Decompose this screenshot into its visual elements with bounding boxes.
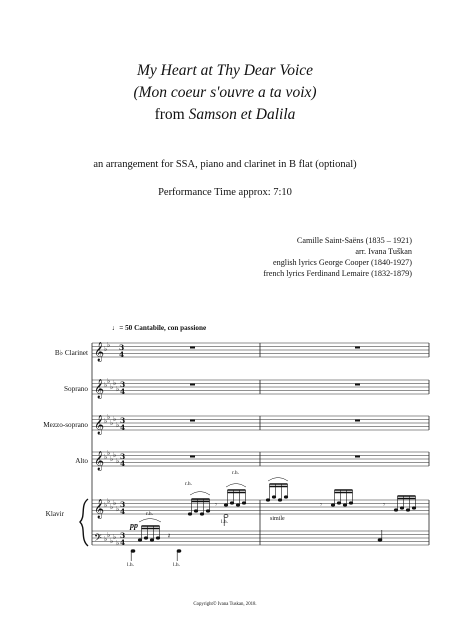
key-signatures [104, 341, 119, 547]
svg-text:♭: ♭ [110, 419, 114, 427]
title-line-3: from Samson et Dalila [154, 106, 296, 123]
credit-french-lyrics: french lyrics Ferdinand Lemaire (1832-1879) [263, 269, 412, 278]
piano-brace [80, 499, 88, 546]
copyright-notice: Copyright© Ivana Tuskan, 2018. [193, 602, 257, 607]
treble-clef-icon: 𝄞 [94, 342, 105, 362]
svg-text:♭: ♭ [104, 345, 108, 353]
treble-clef-icon: 𝄞 [94, 379, 105, 399]
whole-rests [190, 347, 360, 458]
svg-text:3: 3 [120, 380, 126, 389]
clefs [94, 342, 104, 546]
svg-text:♭: ♭ [116, 421, 120, 429]
svg-text:3: 3 [120, 500, 126, 509]
svg-text:3: 3 [120, 452, 126, 461]
svg-text:♭: ♭ [116, 457, 120, 465]
svg-text:♭: ♭ [110, 383, 114, 391]
svg-text:♭: ♭ [110, 455, 114, 463]
staff-piano-lh [92, 531, 429, 545]
svg-text:♭: ♭ [104, 535, 108, 543]
piano-lh-notes [131, 519, 382, 562]
dynamic-marking: pp [130, 521, 138, 530]
staff-soprano [92, 380, 429, 394]
hand-mark-lh-1: l.h. [221, 519, 229, 525]
svg-text:♭: ♭ [113, 451, 117, 459]
performance-time: Performance Time approx: 7:10 [158, 187, 292, 198]
hand-mark-rh-2: r.h. [232, 470, 240, 476]
rh-group-3 [266, 484, 288, 501]
hand-mark-rh-3: r.h. [146, 511, 154, 517]
credit-english-lyrics: english lyrics George Cooper (1840-1927) [272, 258, 412, 267]
svg-text:4: 4 [120, 387, 126, 396]
svg-text:♭: ♭ [116, 539, 120, 547]
staff-piano-rh [92, 500, 429, 514]
svg-text:𝄾: 𝄾 [215, 501, 217, 509]
staff-mezzo [92, 416, 429, 430]
svg-text:♭: ♭ [107, 531, 111, 539]
svg-text:3: 3 [120, 416, 126, 425]
svg-text:♭: ♭ [116, 385, 120, 393]
instrument-clarinet: B♭ Clarinet [54, 349, 88, 357]
svg-text:𝄾: 𝄾 [383, 501, 385, 509]
title-line-1: My Heart at Thy Dear Voice [136, 62, 314, 79]
staff-lines [92, 343, 429, 545]
hand-mark-lh-2: l.h. [127, 562, 135, 568]
treble-clef-icon: 𝄞 [94, 451, 105, 471]
svg-text:4: 4 [119, 350, 125, 359]
svg-text:♭: ♭ [110, 503, 114, 511]
treble-clef-icon: 𝄞 [94, 415, 105, 435]
svg-text:♭: ♭ [107, 377, 111, 385]
svg-text:♭: ♭ [104, 501, 108, 509]
instrument-mezzo: Mezzo-soprano [43, 421, 88, 429]
barlines [92, 343, 429, 545]
arrangement-note: an arrangement for SSA, piano and clarinet in B flat (optional) [93, 159, 357, 170]
credit-arranger: arr. Ivana Tuškan [355, 247, 412, 256]
svg-text:4: 4 [120, 538, 126, 547]
svg-text:♭: ♭ [104, 381, 108, 389]
svg-text:♭: ♭ [104, 417, 108, 425]
svg-text:𝄾: 𝄾 [320, 501, 322, 509]
svg-text:♭: ♭ [113, 499, 117, 507]
svg-text:♭: ♭ [110, 537, 114, 545]
svg-text:4: 4 [120, 507, 126, 516]
svg-text:♭: ♭ [113, 533, 117, 541]
credit-composer: Camille Saint-Saëns (1835 – 1921) [296, 236, 412, 245]
svg-text:𝄽: 𝄽 [168, 532, 171, 540]
instrument-alto: Alto [75, 457, 88, 465]
svg-text:3: 3 [119, 343, 125, 352]
instrument-soprano: Soprano [64, 385, 88, 393]
svg-text:3: 3 [120, 531, 126, 540]
staff-clarinet [92, 343, 429, 357]
treble-clef-icon: 𝄞 [94, 499, 105, 519]
staff-alto [92, 452, 429, 466]
instrument-piano: Klavir [45, 510, 64, 518]
svg-text:♭: ♭ [107, 413, 111, 421]
rh-group-4 [331, 490, 353, 506]
svg-text:♭: ♭ [113, 379, 117, 387]
svg-text:♭: ♭ [104, 453, 108, 461]
svg-text:♭: ♭ [116, 505, 120, 513]
svg-text:4: 4 [120, 459, 126, 468]
rh-group-2 [224, 490, 246, 506]
svg-text:♭: ♭ [107, 449, 111, 457]
svg-text:♭: ♭ [113, 415, 117, 423]
title-line-2: (Mon coeur s'ouvre a ta voix) [133, 84, 317, 101]
svg-text:♭: ♭ [107, 497, 111, 505]
time-signatures [119, 343, 125, 547]
simile-marking: simile [270, 516, 285, 522]
hand-mark-lh-3: l.h. [173, 562, 181, 568]
hand-mark-rh-1: r.h. [185, 481, 193, 487]
svg-text:♭: ♭ [107, 341, 111, 349]
bass-clef-icon: 𝄢 [94, 532, 102, 546]
svg-text:4: 4 [120, 423, 126, 432]
tempo-marking: ♩= 50 Cantabile, con passione [112, 324, 207, 332]
